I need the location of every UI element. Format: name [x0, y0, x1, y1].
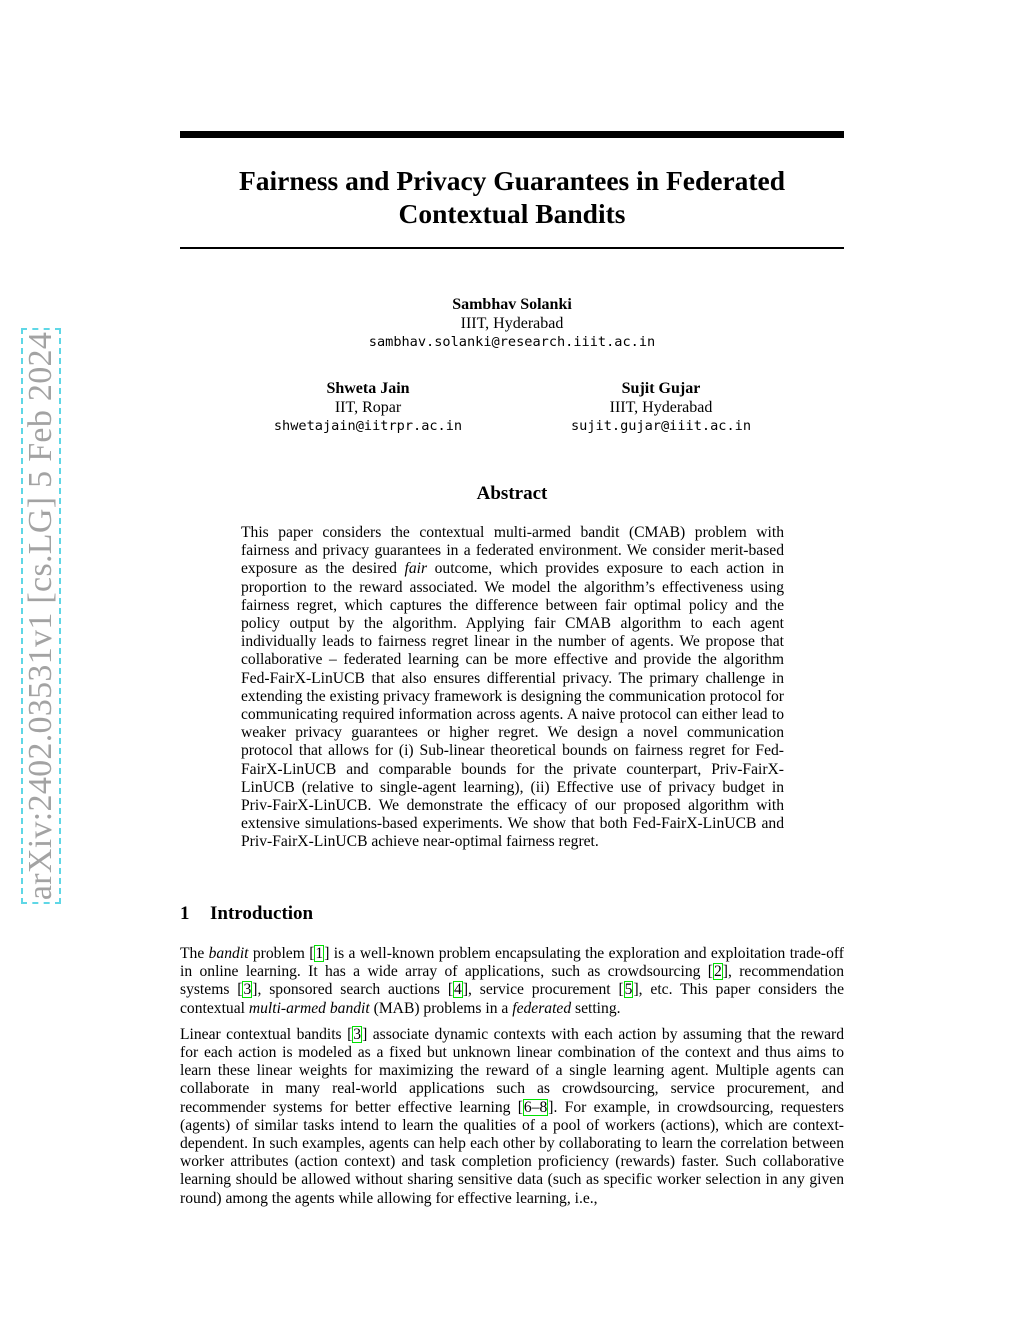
- abstract-text: outcome, which provides exposure to each action in proportion to the reward associated. We model the algorithm’s effectiveness using fairness regret, which captures the difference between fair optimal policy and the policy output by the algorithm. Applying fair CMAB algorithm to each agent individually leads to fairness regret linear in the number of agents. We propose that collaborative – federated learning can be more effective and provide the algorithm Fed-FairX-LinUCB that also ensures differential privacy. The primary challenge in extending the existing privacy framework is designing the communication protocol for communicating required information across agents. A naive protocol can either lead to weaker privacy guarantees or higher regret. We design a novel communication protocol that allows for (i) Sub-linear theoretical bounds on fairness regret for Fed-FairX-LinUCB and comparable bounds for the private counterpart, Priv-FairX-LinUCB (relative to single-agent learning), (ii) Effective use of privacy budget in Priv-FairX-LinUCB. We demonstrate the efficacy of our proposed algorithm with extensive simulations-based experiments. We show that both Fed-FairX-LinUCB and Priv-FairX-LinUCB achieve near-optimal fairness regret.: [241, 560, 784, 851]
- text-run: ], service procurement [: [462, 981, 624, 999]
- citation-link[interactable]: 2: [713, 963, 722, 981]
- abstract-emphasis: fair: [404, 560, 428, 578]
- author-affiliation: IIIT, Hyderabad: [609, 398, 713, 416]
- author-email: sujit.gujar@iiit.ac.in: [570, 418, 752, 434]
- text-run: The: [180, 945, 205, 962]
- text-run: setting.: [575, 999, 621, 1017]
- text-run: ]. For example, in crowdsourcing, requesters (agents) of similar tasks intend to learn the qualities of a pool of workers (actions), which are context-dependent. In such examples, agents can help each other by collaborating to learn the correlation between worker attributes (action context) and task completion proficiency (rewards) faster. Such collaborative learning should be allowed without sharing sensitive data (such as specific worker selection in any given round) among the agents while allowing for effective learning, i.e.,: [180, 1098, 844, 1207]
- emphasis: multi-armed bandit: [248, 999, 370, 1017]
- title-line-2: Contextual Bandits: [398, 198, 626, 229]
- emphasis: federated: [512, 999, 572, 1017]
- citation-link[interactable]: 5: [624, 981, 633, 999]
- text-run: ], sponsored search auctions [: [252, 981, 454, 999]
- author-affiliation: IIT, Ropar: [334, 398, 402, 416]
- citation-link[interactable]: 3: [353, 1025, 362, 1043]
- author-block-2: [218, 380, 518, 436]
- text-run: problem [: [252, 945, 315, 962]
- section-heading: [180, 903, 313, 925]
- author-name: Shweta Jain: [326, 380, 410, 397]
- text-run: ], recommendation systems [: [180, 963, 844, 999]
- paragraph: [180, 945, 844, 1018]
- title-top-rule: [180, 131, 844, 138]
- author-block-3: [511, 380, 811, 436]
- author-block-1: [312, 296, 712, 352]
- author-name: Sambhav Solanki: [452, 296, 572, 313]
- text-run: Linear contextual bandits [: [180, 1025, 353, 1043]
- abstract-text: This paper considers the contextual multi-armed bandit (CMAB) problem with fairness and privacy guarantees in a federated environment. We consider merit-based exposure as the desired: [241, 524, 784, 578]
- title-line-1: Fairness and Privacy Guarantees in Federated: [238, 165, 786, 196]
- author-email: shwetajain@iitrpr.ac.in: [273, 418, 463, 434]
- text-run: (MAB) problems in a: [373, 999, 509, 1017]
- author-email: sambhav.solanki@research.iiit.ac.in: [368, 334, 656, 350]
- author-affiliation: IIIT, Hyderabad: [460, 314, 564, 332]
- section-number: 1: [180, 903, 190, 924]
- abstract-heading: Abstract: [476, 483, 548, 504]
- text-run: ], etc. This paper considers the contextual: [180, 981, 844, 1017]
- citation-link[interactable]: 4: [454, 981, 462, 999]
- citation-link[interactable]: 3: [243, 981, 252, 999]
- text-run: ] associate dynamic contexts with each action by assuming that the reward for each action is modeled as a fixed but unknown linear combination of the context and thus aims to learn these linear weights for maximizing the reward of a single learning agent. Multiple agents can collaborate in many real-world applications such as crowdsourcing, service procurement, and recommender systems for better effective learning [: [180, 1025, 844, 1116]
- title-bottom-rule: [180, 247, 844, 249]
- author-name: Sujit Gujar: [621, 380, 701, 397]
- citation-link[interactable]: 6–8: [523, 1098, 548, 1116]
- emphasis: bandit: [208, 945, 249, 962]
- paper-title: [180, 164, 844, 230]
- arxiv-identifier[interactable]: arXiv:2402.03531v1 [cs.LG] 5 Feb 2024: [22, 331, 59, 901]
- abstract-body: [241, 524, 784, 852]
- text-run: ] is a well-known problem encapsulating the exploration and exploitation trade-off in online learning. It has a wide array of applications, such as crowdsourcing [: [180, 945, 844, 981]
- section-title: Introduction: [210, 903, 314, 924]
- citation-link[interactable]: 1: [315, 945, 324, 962]
- paragraph: [180, 1026, 844, 1208]
- introduction-body: [180, 945, 844, 1216]
